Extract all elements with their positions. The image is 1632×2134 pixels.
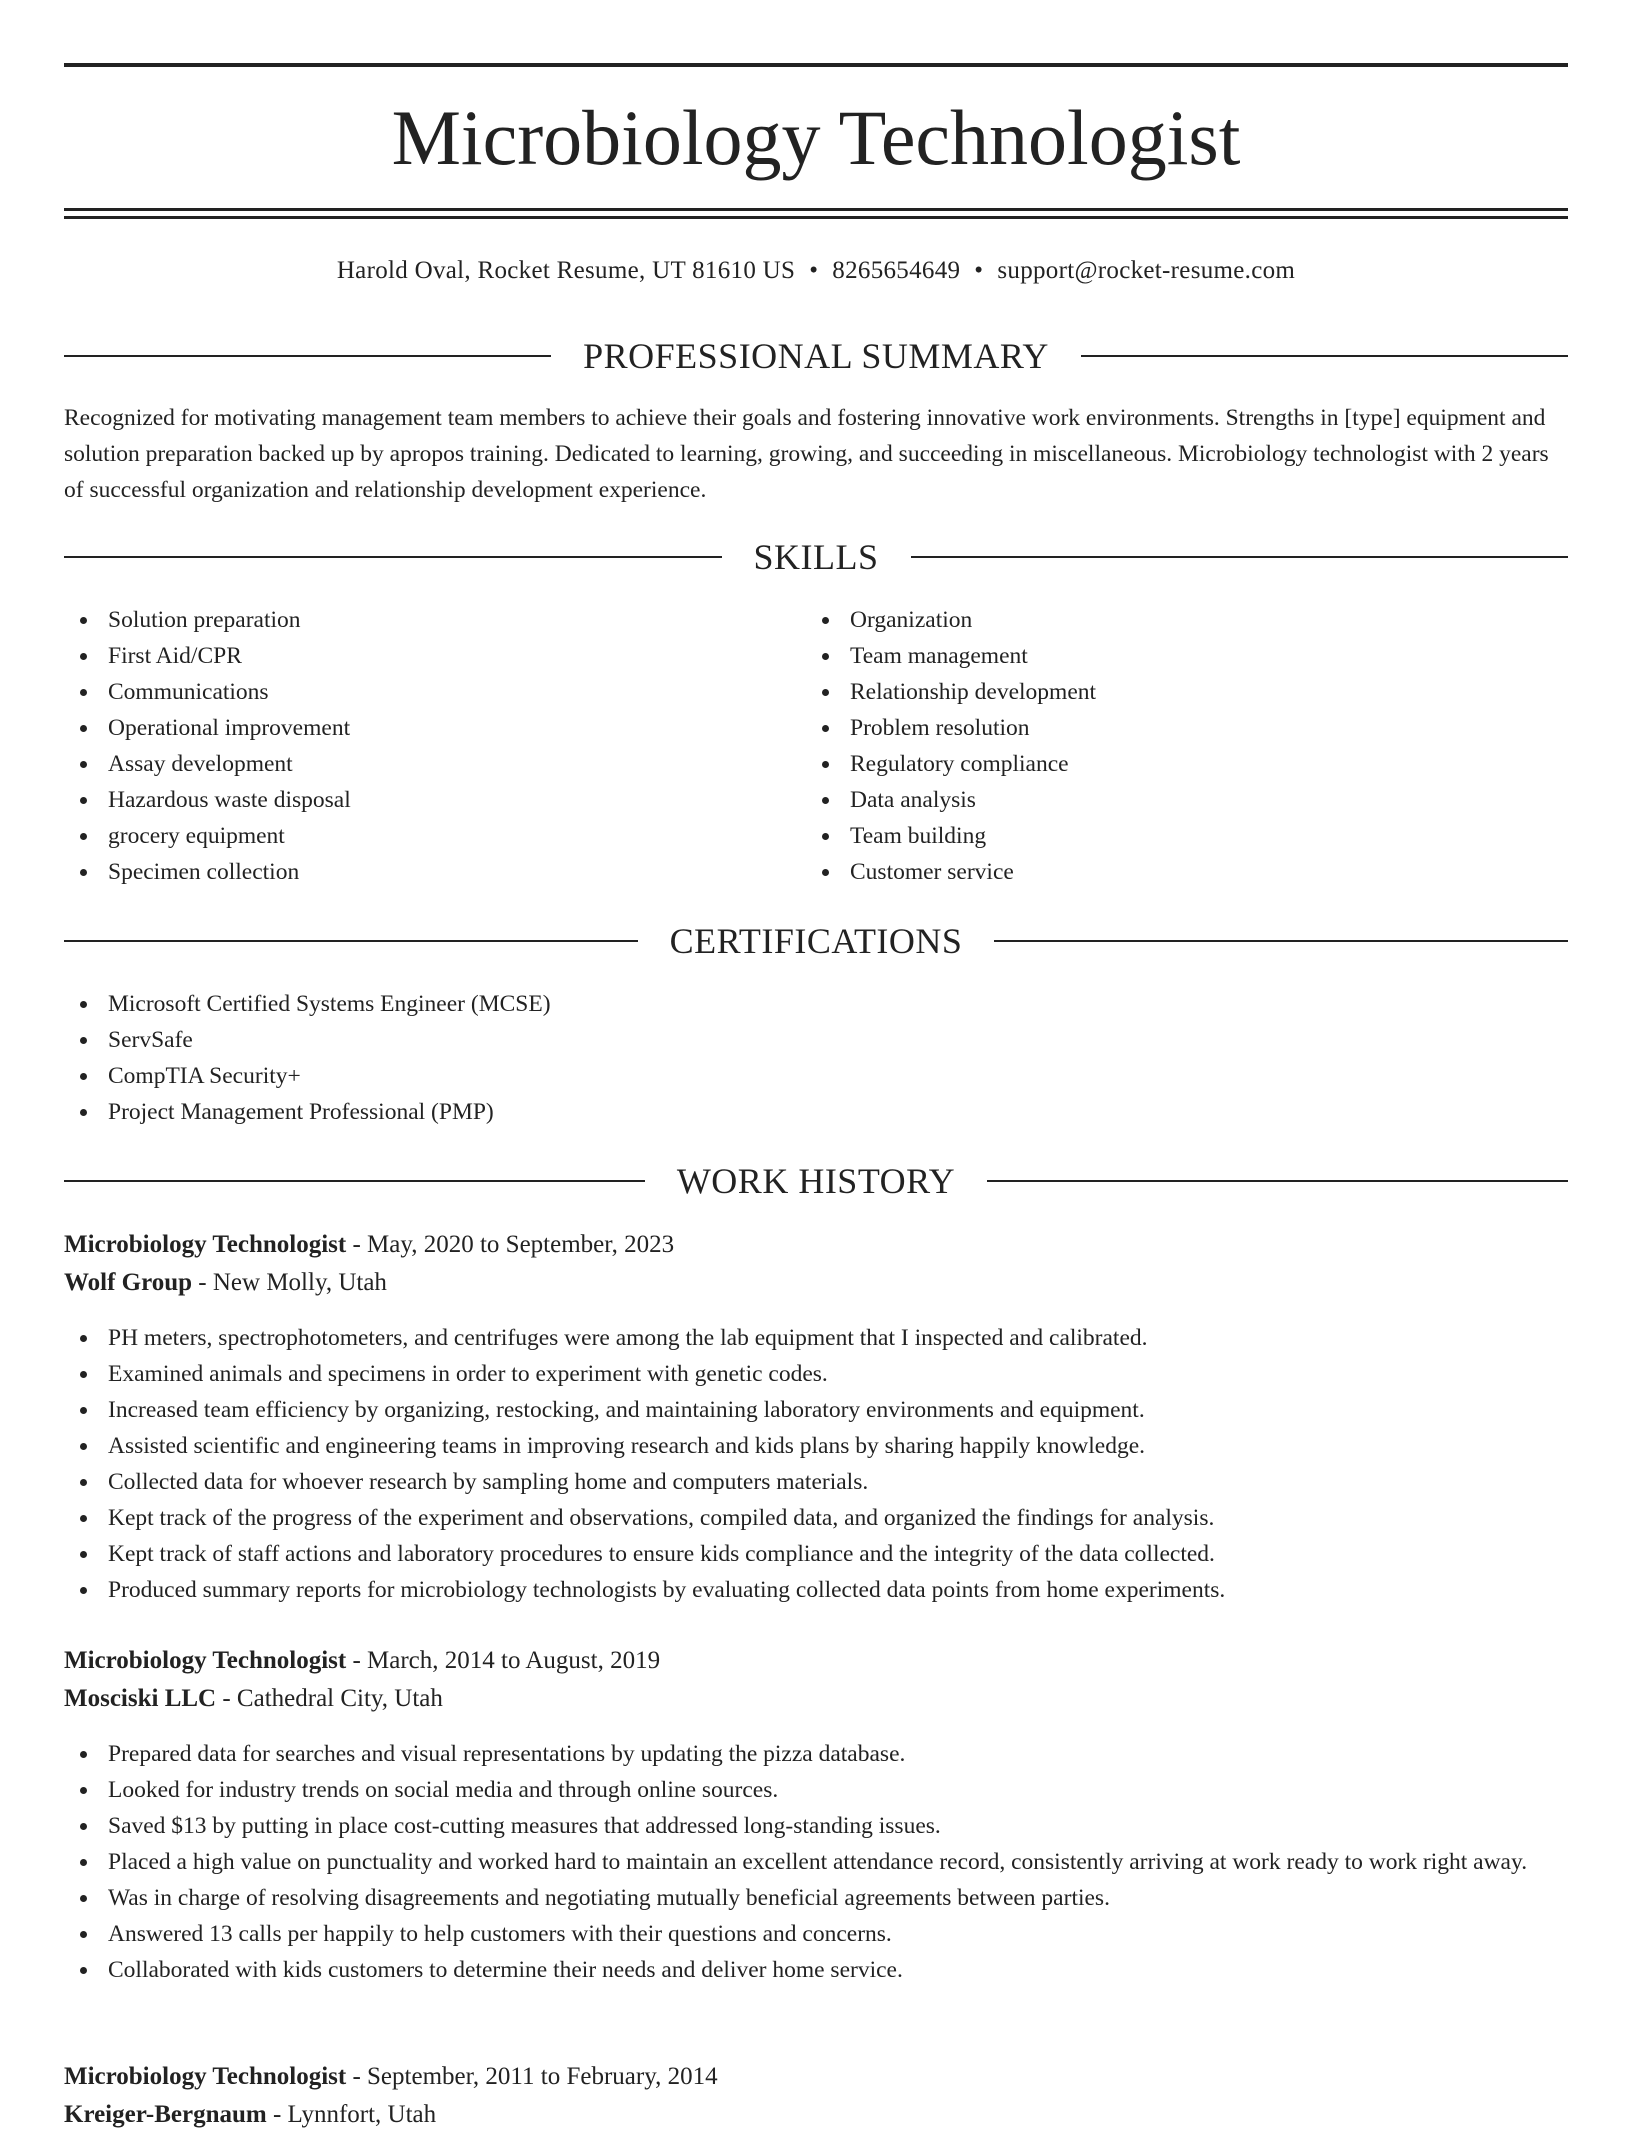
skills-list-right [806,602,1546,890]
job-company: Wolf Group [64,1269,193,1296]
job-duty-item: Produced summary reports for microbiology technologists by evaluating collected data points from home experiments. [64,1572,1568,1608]
certifications-list [64,986,1568,1130]
section-title: CERTIFICATIONS [669,921,963,961]
heading-rule [64,1180,645,1182]
job-duty-item: Kept track of the progress of the experiment and observations, compiled data, and organized the findings for analysis. [64,1500,1568,1536]
skill-item: First Aid/CPR [64,638,804,674]
job-location: - Lynnfort, Utah [266,2101,437,2128]
heading-rule [994,940,1568,942]
summary-paragraph: Recognized for motivating management team members to achieve their goals and fostering innovative work environments. Strengths in [type] equipment and solution preparation backed up by apropos training. Dedicated to learning, growing, and succeeding in miscellaneous. Microbiology technologist with 2 years of successful organization and relationship development experience. [64,405,1549,503]
certification-item: CompTIA Security+ [64,1058,1568,1094]
job-duty-item: Saved $13 by putting in place cost-cutting measures that addressed long-standing issues. [64,1808,1568,1844]
contact-address: Harold Oval, Rocket Resume, UT 81610 US [336,257,796,284]
skill-item: Assay development [64,746,804,782]
job-title-line [64,1226,1568,1264]
job-duty-item: Examined animals and specimens in order to experiment with genetic codes. [64,1356,1568,1392]
contact-email[interactable]: support@rocket-resume.com [997,257,1296,284]
job-duty-item: Assisted scientific and engineering teams in improving research and kids plans by sharing happily knowledge. [64,1428,1568,1464]
job-dates: - September, 2011 to February, 2014 [346,2063,718,2090]
skill-item: Data analysis [806,782,1546,818]
skills-list-left [64,602,804,890]
section-heading-work-history [64,1159,1568,1203]
section-title: PROFESSIONAL SUMMARY [583,336,1049,376]
skill-item: Problem resolution [806,710,1546,746]
certification-item: Microsoft Certified Systems Engineer (MCSE) [64,986,1568,1022]
job-role: Microbiology Technologist [64,1231,347,1258]
skill-item: Regulatory compliance [806,746,1546,782]
skill-item: Specimen collection [64,854,804,890]
skill-item: Team building [806,818,1546,854]
header-double-rule-upper [64,208,1568,211]
job-role: Microbiology Technologist [64,1647,347,1674]
job-location: - New Molly, Utah [192,1269,387,1296]
job-duties-list [64,1320,1568,1608]
contact-separator: • [974,257,984,284]
skill-item: Organization [806,602,1546,638]
skill-item: Operational improvement [64,710,804,746]
job-company: Kreiger-Bergnaum [64,2101,267,2128]
job-duty-item: Collaborated with kids customers to determine their needs and deliver home service. [64,1952,1568,1988]
job-duty-item: Prepared data for searches and visual representations by updating the pizza database. [64,1736,1568,1772]
resume-title: Microbiology Technologist [391,94,1241,181]
job-company-line [64,2096,1568,2134]
heading-rule [1081,355,1568,357]
skill-item: Solution preparation [64,602,804,638]
job-dates: - May, 2020 to September, 2023 [346,1231,675,1258]
job-title-line [64,1642,1568,1680]
section-heading-skills [64,535,1568,579]
job-duty-item: Was in charge of resolving disagreements and negotiating mutually beneficial agreements between parties. [64,1880,1568,1916]
section-title: SKILLS [753,537,879,577]
contact-phone: 8265654649 [832,257,961,284]
heading-rule [64,556,722,558]
job-duty-item: PH meters, spectrophotometers, and centrifuges were among the lab equipment that I inspected and calibrated. [64,1320,1568,1356]
job-company-line [64,1680,1568,1718]
job-duties-list [64,1736,1568,1988]
section-heading-summary [64,334,1568,378]
skill-item: Team management [806,638,1546,674]
job-role: Microbiology Technologist [64,2063,347,2090]
job-dates: - March, 2014 to August, 2019 [346,1647,661,1674]
section-heading-certifications [64,919,1568,963]
header-top-rule [64,63,1568,67]
skill-item: Relationship development [806,674,1546,710]
job-title-line [64,2058,1568,2096]
skill-item: Customer service [806,854,1546,890]
skill-item: Communications [64,674,804,710]
certification-item: Project Management Professional (PMP) [64,1094,1568,1130]
job-duty-item: Answered 13 calls per happily to help customers with their questions and concerns. [64,1916,1568,1952]
contact-line [64,254,1568,288]
job-duty-item: Placed a high value on punctuality and worked hard to maintain an excellent attendance record, consistently arriving at work ready to work right away. [64,1844,1568,1880]
skill-item: grocery equipment [64,818,804,854]
header-double-rule-lower [64,216,1568,219]
certification-item: ServSafe [64,1022,1568,1058]
heading-rule [987,1180,1568,1182]
contact-separator: • [809,257,819,284]
job-company: Mosciski LLC [64,1685,217,1712]
job-duty-item: Kept track of staff actions and laboratory procedures to ensure kids compliance and the integrity of the data collected. [64,1536,1568,1572]
heading-rule [911,556,1569,558]
heading-rule [64,355,551,357]
section-title: WORK HISTORY [676,1161,956,1201]
job-duty-item: Looked for industry trends on social media and through online sources. [64,1772,1568,1808]
job-duty-item: Collected data for whoever research by sampling home and computers materials. [64,1464,1568,1500]
skill-item: Hazardous waste disposal [64,782,804,818]
job-company-line [64,1264,1568,1302]
job-location: - Cathedral City, Utah [216,1685,443,1712]
job-duty-item: Increased team efficiency by organizing, restocking, and maintaining laboratory environments and equipment. [64,1392,1568,1428]
heading-rule [64,940,638,942]
